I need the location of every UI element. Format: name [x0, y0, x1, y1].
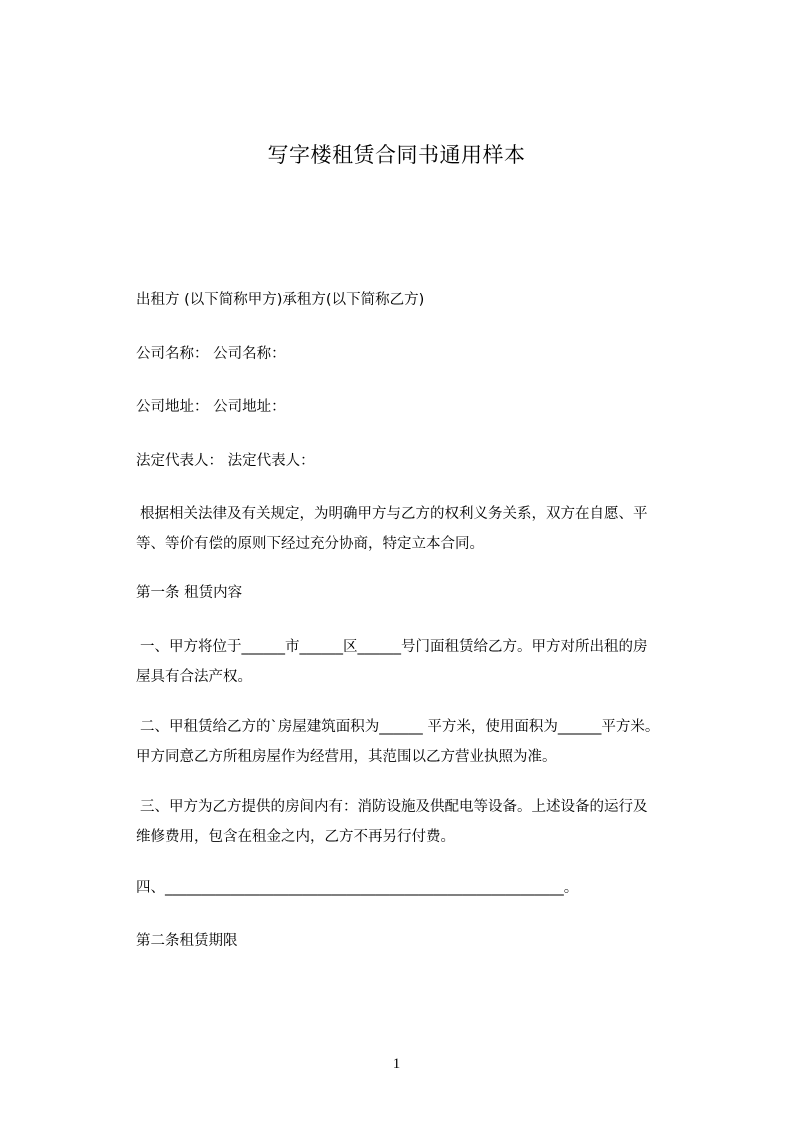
parties-line: 出租方 (以下简称甲方)承租方(以下简称乙方)	[136, 292, 425, 308]
clause-1-paragraph	[136, 632, 706, 692]
clause-3-paragraph	[136, 792, 706, 852]
article-1-heading: 第一条 租赁内容	[136, 585, 243, 601]
article-2-heading: 第二条租赁期限	[136, 933, 238, 949]
company-address-line: 公司地址： 公司地址：	[136, 399, 286, 415]
clause-3-line-1: 三、甲方为乙方提供的房间内有：消防设施及供配电等设备。上述设备的运行及	[140, 799, 648, 815]
page-number: 1	[392, 1056, 401, 1072]
preamble-paragraph	[136, 499, 706, 559]
clause-2-line-1: 二、甲租赁给乙方的`房屋建筑面积为______ 平方米，使用面积为______平方米。	[140, 719, 660, 735]
clause-1-line-1: 一、甲方将位于______市______区______号门面租赁给乙方。甲方对所出租的房	[140, 639, 648, 655]
document-title: 写字楼租赁合同书通用样本	[267, 143, 526, 167]
clause-2-paragraph	[136, 712, 706, 772]
clause-2-line-2: 甲方同意乙方所租房屋作为经营用，其范围以乙方营业执照为准。	[136, 749, 557, 765]
clause-1-line-2: 屋具有合法产权。	[136, 669, 252, 685]
preamble-line-1: 根据相关法律及有关规定，为明确甲方与乙方的权利义务关系，双方在自愿、平	[140, 506, 648, 522]
clause-4-line: 四、_______________________________________________________。	[136, 880, 579, 896]
clause-3-line-2: 维修费用，包含在租金之内，乙方不再另行付费。	[136, 829, 455, 845]
company-name-line: 公司名称： 公司名称：	[136, 346, 286, 362]
legal-representative-line: 法定代表人： 法定代表人：	[136, 453, 315, 469]
preamble-line-2: 等、等价有偿的原则下经过充分协商，特定立本合同。	[136, 536, 484, 552]
